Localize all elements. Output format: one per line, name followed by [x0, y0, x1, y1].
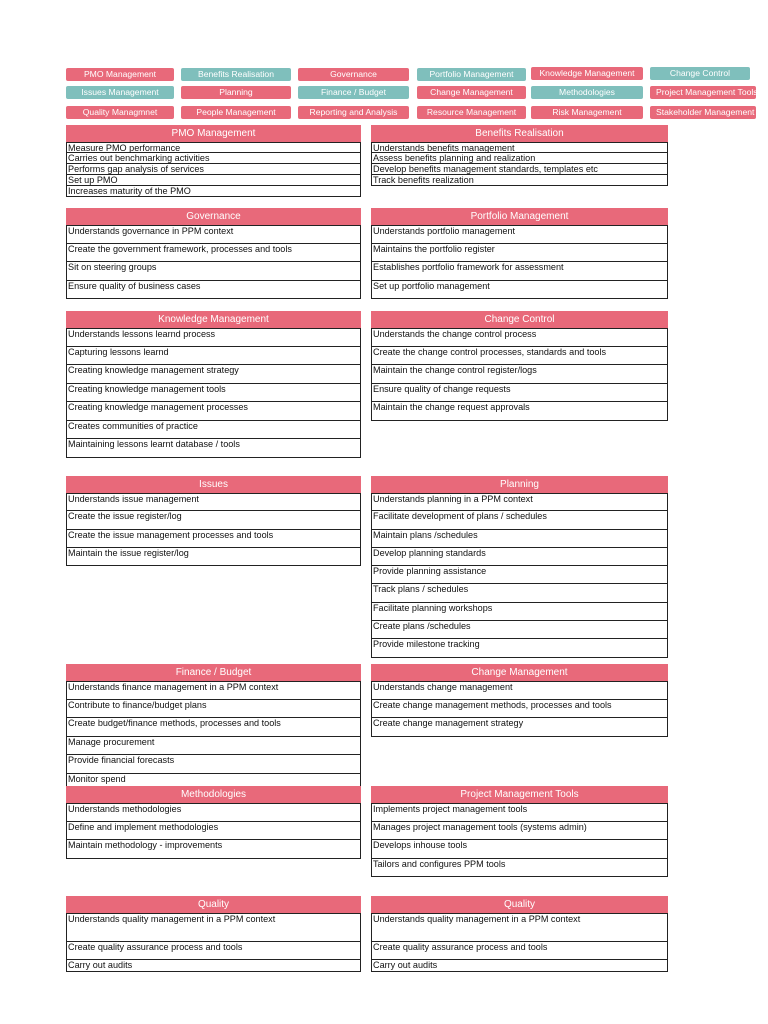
section-title: Planning [371, 476, 668, 493]
section-issues [66, 476, 361, 566]
task-row: Carry out audits [66, 960, 361, 972]
task-row: Facilitate development of plans / schedules [371, 511, 668, 529]
tag-people-management[interactable]: People Management [181, 106, 291, 119]
task-row: Measure PMO performance [66, 142, 361, 153]
task-row: Create the issue management processes and tools [66, 530, 361, 548]
task-row: Understands the change control process [371, 328, 668, 347]
tag-risk-management[interactable]: Risk Management [531, 106, 643, 119]
tag-resource-management[interactable]: Resource Management [417, 106, 526, 119]
task-row: Maintaining lessons learnt database / tools [66, 439, 361, 458]
section-title: Portfolio Management [371, 208, 668, 225]
task-row: Set up PMO [66, 175, 361, 186]
section-methodologies [66, 786, 361, 859]
section-benefits-realisation [371, 125, 668, 186]
section-title: Methodologies [66, 786, 361, 803]
task-row: Track plans / schedules [371, 584, 668, 602]
task-row: Assess benefits planning and realization [371, 153, 668, 164]
task-row: Performs gap analysis of services [66, 164, 361, 175]
task-row: Maintains the portfolio register [371, 244, 668, 263]
section-finance-budget [66, 664, 361, 792]
section-planning [371, 476, 668, 658]
task-row: Understands quality management in a PPM context [371, 913, 668, 942]
task-row: Capturing lessons learnd [66, 347, 361, 366]
tag-pmo-management[interactable]: PMO Management [66, 68, 174, 81]
tag-stakeholder-management[interactable]: Stakeholder Management [650, 106, 756, 119]
section-knowledge-management [66, 311, 361, 458]
section-change-control [371, 311, 668, 421]
section-pmo-management [66, 125, 361, 197]
section-governance [66, 208, 361, 299]
task-row: Understands quality management in a PPM context [66, 913, 361, 942]
task-row: Create the issue register/log [66, 511, 361, 529]
tag-strip [0, 60, 758, 120]
task-row: Creating knowledge management tools [66, 384, 361, 403]
task-row: Understands benefits management [371, 142, 668, 153]
task-row: Contribute to finance/budget plans [66, 700, 361, 719]
section-quality-left [66, 896, 361, 972]
task-row: Sit on steering groups [66, 262, 361, 281]
section-portfolio-management [371, 208, 668, 299]
task-row: Implements project management tools [371, 803, 668, 822]
tag-governance[interactable]: Governance [298, 68, 409, 81]
task-row: Develop planning standards [371, 548, 668, 566]
section-project-management-tools [371, 786, 668, 877]
task-row: Ensure quality of business cases [66, 281, 361, 300]
task-row: Monitor spend [66, 774, 361, 793]
tag-quality-management[interactable]: Quality Managmnet [66, 106, 174, 119]
task-row: Create plans /schedules [371, 621, 668, 639]
task-row: Manage procurement [66, 737, 361, 756]
section-title: Quality [66, 896, 361, 913]
task-row: Maintain plans /schedules [371, 530, 668, 548]
task-row: Understands change management [371, 681, 668, 700]
section-change-management [371, 664, 668, 737]
section-title: Issues [66, 476, 361, 493]
tag-finance-budget[interactable]: Finance / Budget [298, 86, 409, 99]
tag-change-control[interactable]: Change Control [650, 67, 750, 80]
tag-portfolio-management[interactable]: Portfolio Management [417, 68, 526, 81]
tag-issues-management[interactable]: Issues Management [66, 86, 174, 99]
task-row: Manages project management tools (systems admin) [371, 822, 668, 841]
task-row: Create quality assurance process and tools [66, 942, 361, 960]
task-row: Create budget/finance methods, processes and tools [66, 718, 361, 737]
task-row: Understands methodologies [66, 803, 361, 822]
task-row: Create the government framework, processes and tools [66, 244, 361, 263]
tag-planning[interactable]: Planning [181, 86, 291, 99]
task-row: Establishes portfolio framework for assessment [371, 262, 668, 281]
task-row: Define and implement methodologies [66, 822, 361, 841]
section-title: Governance [66, 208, 361, 225]
section-title: Project Management Tools [371, 786, 668, 803]
task-row: Set up portfolio management [371, 281, 668, 300]
section-title: Benefits Realisation [371, 125, 668, 142]
section-title: Finance / Budget [66, 664, 361, 681]
task-row: Understands planning in a PPM context [371, 493, 668, 511]
task-row: Creating knowledge management strategy [66, 365, 361, 384]
task-row: Develops inhouse tools [371, 840, 668, 859]
task-row: Create quality assurance process and tools [371, 942, 668, 960]
section-title: Change Management [371, 664, 668, 681]
task-row: Provide milestone tracking [371, 639, 668, 657]
task-row: Track benefits realization [371, 175, 668, 186]
tag-benefits-realisation[interactable]: Benefits Realisation [181, 68, 291, 81]
task-row: Creating knowledge management processes [66, 402, 361, 421]
task-row: Maintain the change control register/logs [371, 365, 668, 384]
tag-knowledge-management[interactable]: Knowledge Management [531, 67, 643, 80]
task-row: Create the change control processes, standards and tools [371, 347, 668, 366]
task-row: Maintain methodology - improvements [66, 840, 361, 859]
tag-methodologies[interactable]: Methodologies [531, 86, 643, 99]
task-row: Provide planning assistance [371, 566, 668, 584]
tag-project-management-tools[interactable]: Project Management Tools [650, 86, 756, 99]
section-title: Knowledge Management [66, 311, 361, 328]
task-row: Understands issue management [66, 493, 361, 511]
task-row: Maintain the change request approvals [371, 402, 668, 421]
section-title: Quality [371, 896, 668, 913]
task-row: Ensure quality of change requests [371, 384, 668, 403]
section-title: PMO Management [66, 125, 361, 142]
task-row: Understands lessons learnd process [66, 328, 361, 347]
task-row: Facilitate planning workshops [371, 603, 668, 621]
task-row: Carry out audits [371, 960, 668, 972]
task-row: Create change management strategy [371, 718, 668, 737]
task-row: Understands governance in PPM context [66, 225, 361, 244]
task-row: Carries out benchmarking activities [66, 153, 361, 164]
task-row: Provide financial forecasts [66, 755, 361, 774]
task-row: Understands finance management in a PPM context [66, 681, 361, 700]
section-quality-right [371, 896, 668, 972]
task-row: Understands portfolio management [371, 225, 668, 244]
task-row: Creates communities of practice [66, 421, 361, 440]
task-row: Create change management methods, processes and tools [371, 700, 668, 719]
task-row: Maintain the issue register/log [66, 548, 361, 566]
task-row: Increases maturity of the PMO [66, 186, 361, 197]
tag-change-management[interactable]: Change Management [417, 86, 526, 99]
tag-reporting-and-analysis[interactable]: Reporting and Analysis [298, 106, 409, 119]
task-row: Develop benefits management standards, templates etc [371, 164, 668, 175]
section-title: Change Control [371, 311, 668, 328]
task-row: Tailors and configures PPM tools [371, 859, 668, 878]
